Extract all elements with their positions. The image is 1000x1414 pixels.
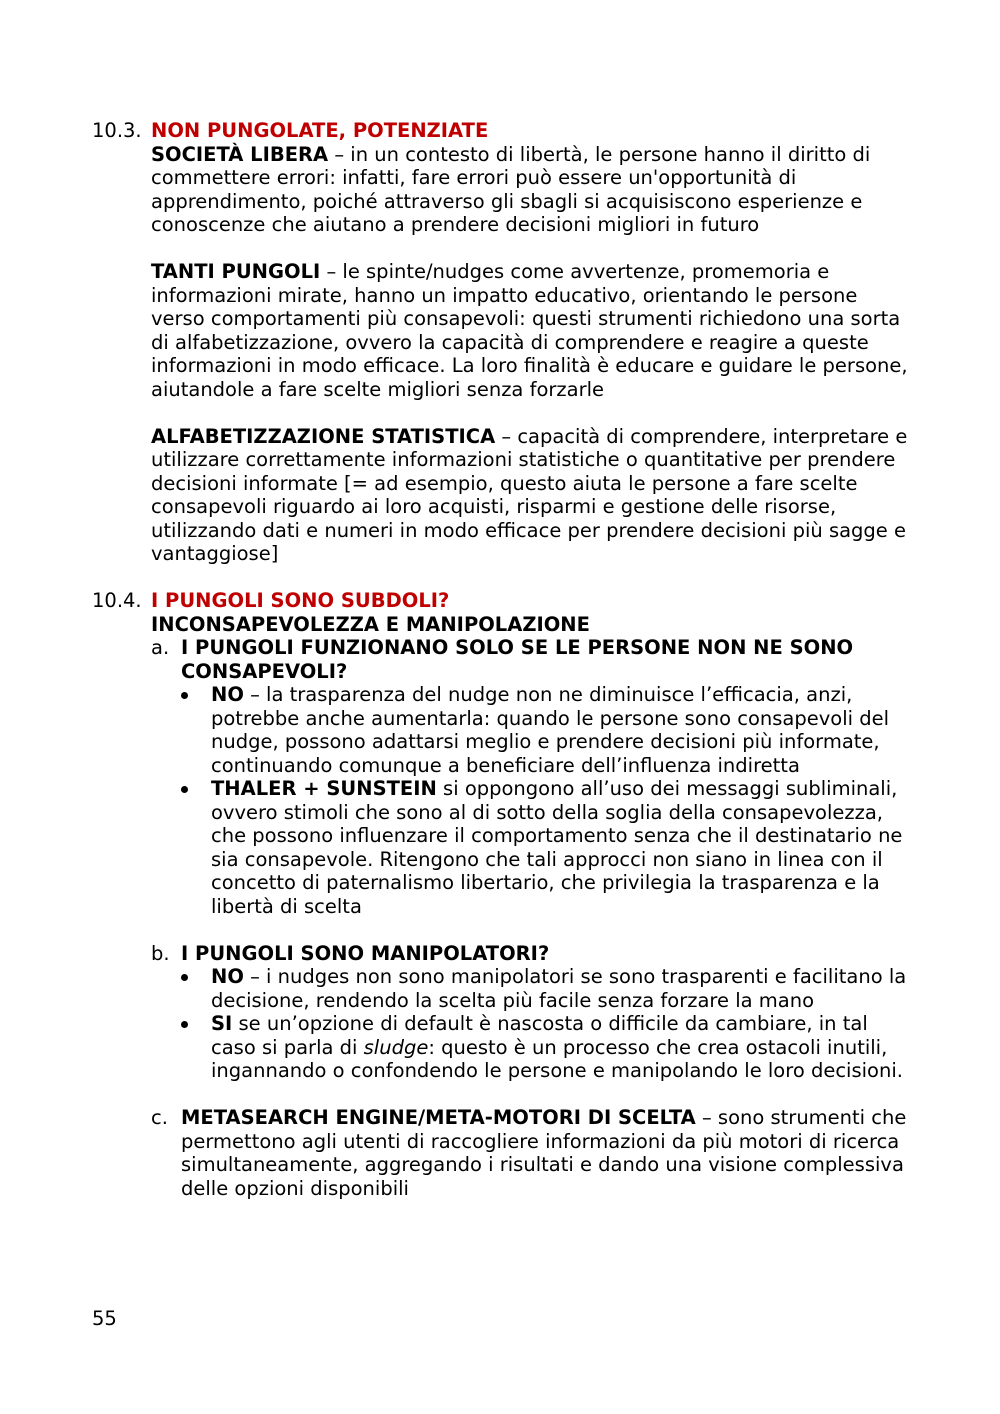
definition: – sono strumenti che permettono agli utenti di raccogliere informazioni da più motori di ricerca simultaneamente, aggregando i risultati e dando una visione complessiva delle opzioni disponibili xyxy=(181,1106,907,1200)
list-item: SI se un’opzione di default è nascosta o difficile da cambiare, in tal caso si parla di sludge: questo è un processo che crea ostacoli inutili, ingannando o confondendo le persone e manipolando le loro decisioni. xyxy=(181,1012,912,1083)
term: TANTI PUNGOLI xyxy=(151,260,321,283)
section-number: 10.4. xyxy=(92,589,142,612)
list-item: THALER + SUNSTEIN si oppongono all’uso dei messaggi subliminali, ovvero stimoli che sono al di sotto della soglia della consapevolezza, che possono influenzare il comportamento senza che il destinatario ne sia consapevole. Ritengono che tali approcci non siano in linea con il concetto di paternalismo libertario, che privilegia la trasparenza e la libertà di scelta xyxy=(181,777,912,918)
subsection-heading: I PUNGOLI SONO MANIPOLATORI? xyxy=(181,941,550,965)
page-number: 55 xyxy=(92,1307,117,1330)
section-title: NON PUNGOLATE, POTENZIATE xyxy=(151,119,489,142)
list-letter: c. xyxy=(151,1106,168,1129)
bullet-icon xyxy=(181,974,188,981)
section-10-4 xyxy=(92,589,912,1200)
section-10-3 xyxy=(92,119,912,566)
section-subtitle: INCONSAPEVOLEZZA E MANIPOLAZIONE xyxy=(151,612,590,636)
section-title: I PUNGOLI SONO SUBDOLI? xyxy=(151,589,450,612)
definition: – in un contesto di libertà, le persone hanno il diritto di commettere errori: infatti, fare errori può essere un'opportunità di apprendimento, poiché attraverso gli sbagli si acquisiscono esperienze e conoscenze che aiutano a prendere decisioni migliori in futuro xyxy=(151,142,871,236)
section-number: 10.3. xyxy=(92,119,142,142)
paragraph-societa-libera xyxy=(151,143,912,237)
definition: – le spinte/nudges come avvertenze, promemoria e informazioni mirate, hanno un impatto educativo, orientando le persone verso comportamenti più consapevoli: questi strumenti richiedono una sorta di alfabetizzazione, ovvero la capacità di comprendere e reagire a queste informazioni in modo efficace. La loro finalità è educare e guidare le persone, aiutandole a fare scelte migliori senza forzarle xyxy=(151,260,908,401)
paragraph-alfabetizzazione xyxy=(151,425,912,566)
term: ALFABETIZZAZIONE STATISTICA xyxy=(151,424,496,448)
subsection-b xyxy=(151,942,912,1083)
list-item: NO – la trasparenza del nudge non ne diminuisce l’efficacia, anzi, potrebbe anche aumentarla: quando le persone sono consapevoli del nudge, possono adattarsi meglio e prendere decisioni più informate, continuando comunque a beneficiare dell’influenza indiretta xyxy=(181,683,912,777)
subsection-c xyxy=(151,1106,912,1200)
list-item: NO – i nudges non sono manipolatori se sono trasparenti e facilitano la decisione, rendendo la scelta più facile senza forzare la mano xyxy=(181,965,912,1012)
list-letter: b. xyxy=(151,941,170,965)
paragraph-tanti-pungoli xyxy=(151,260,912,401)
bullet-icon xyxy=(181,1021,188,1028)
subsection-heading: I PUNGOLI FUNZIONANO SOLO SE LE PERSONE NON NE SONO CONSAPEVOLI? xyxy=(181,636,854,683)
definition: – capacità di comprendere, interpretare e utilizzare correttamente informazioni statistiche o quantitative per prendere decisioni informate [= ad esempio, questo aiuta le persone a fare scelte consapevoli riguardo ai loro acquisti, risparmi e gestione delle risorse, utilizzando dati e numeri in modo efficace per prendere decisioni più sagge e vantaggiose] xyxy=(151,424,908,565)
subsection-a xyxy=(151,636,912,918)
term: METASEARCH ENGINE/META-MOTORI DI SCELTA xyxy=(181,1106,696,1129)
bullet-icon xyxy=(181,786,188,793)
bullet-icon xyxy=(181,692,188,699)
list-letter: a. xyxy=(151,636,170,659)
term: SOCIETÀ LIBERA xyxy=(151,142,329,166)
